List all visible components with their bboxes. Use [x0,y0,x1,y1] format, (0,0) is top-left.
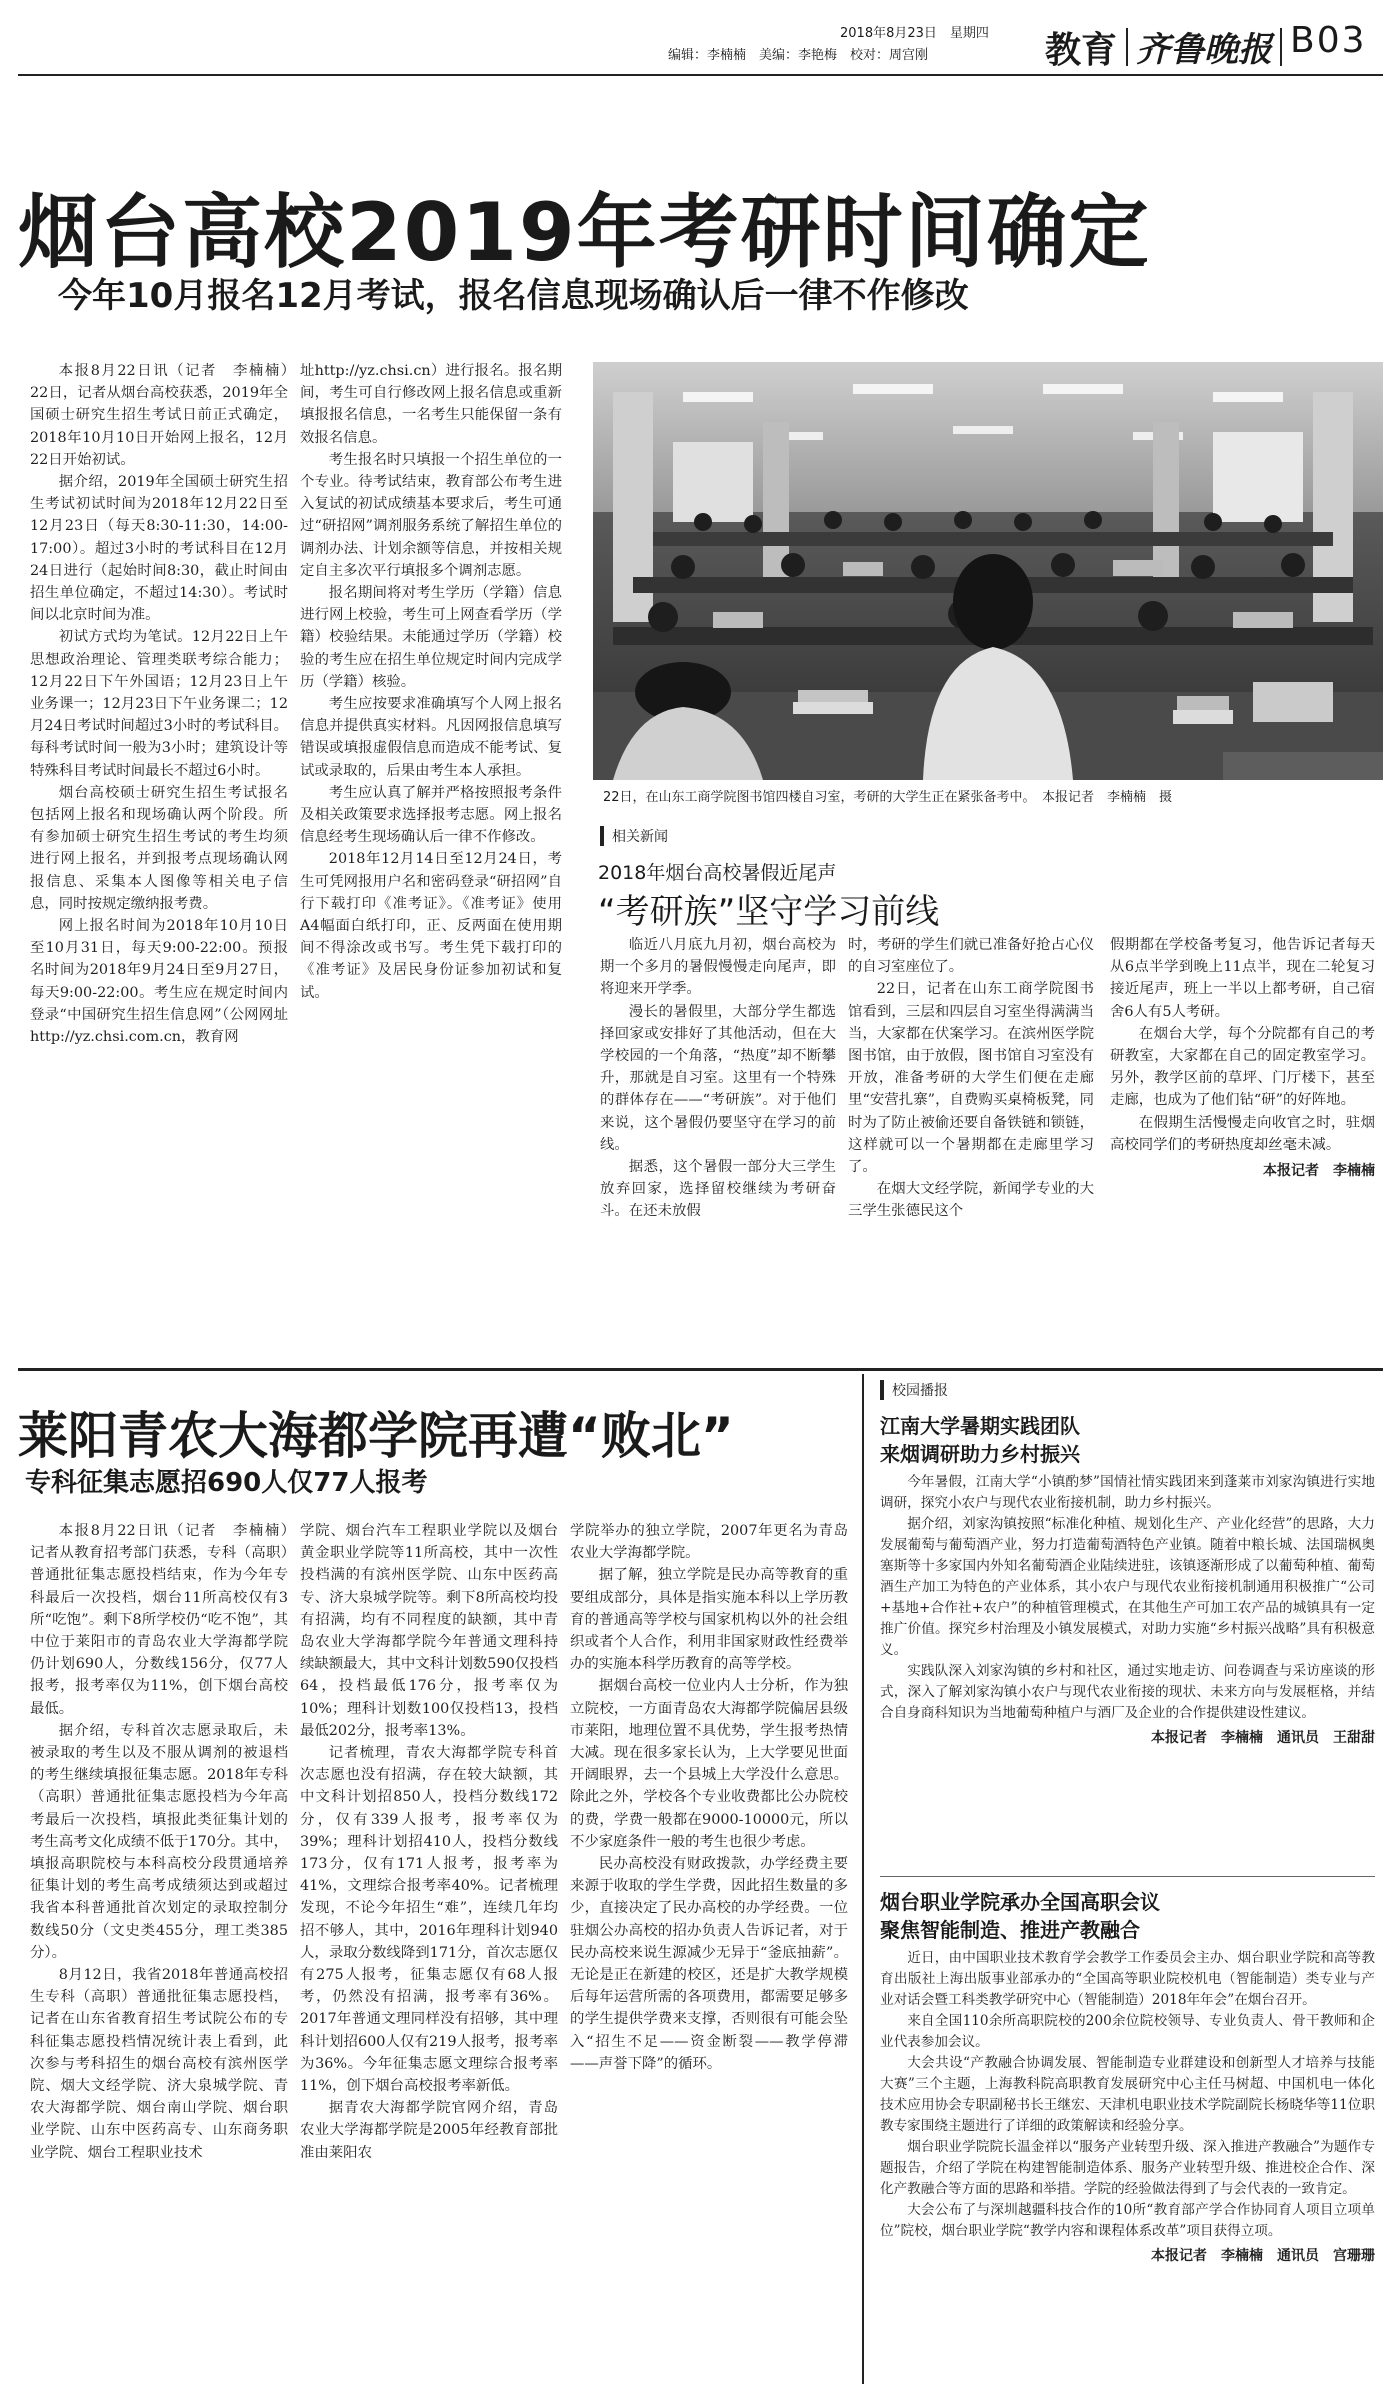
related-news-column-3 [1110,934,1375,1182]
brief-1-byline: 本报记者 李楠楠 通讯员 王甜甜 [1151,1730,1375,1746]
study-room-illustration [593,362,1383,780]
photo-study-room [593,362,1383,780]
brief-2-byline: 本报记者 李楠楠 通讯员 宫珊珊 [1151,2248,1375,2264]
related-news-tag: 相关新闻 [600,826,668,846]
brief-1-body [880,1472,1375,1749]
header-date: 2018年8月23日 星期四 [840,26,989,41]
column-divider [862,1374,864,2384]
paragraph: 据介绍，2019年全国硕士研究生招生考试初试时间为2018年12月22日至12月23日（每天8:30-11:30，14:00-17:00）。超过3小时的考试科目在12月24日进行（起始时间8:30，截止时间由招生单位确定，不超过14:30）。考试时间以北京时间为准。 [30,474,288,624]
second-article-column-2 [300,1520,558,2164]
paragraph: 报名期间将对考生学历（学籍）信息进行网上校验，考生可上网查看学历（学籍）校验结果。未能通过学历（学籍）校验的考生应在招生单位规定时间内完成学历（学籍）核验。 [300,585,562,690]
paragraph: 据介绍，刘家沟镇按照“标准化种植、规划化生产、产业化经营”的思路，大力发展葡萄与葡萄酒产业，努力打造葡萄酒特色产业镇。随着中粮长城、法国瑞枫奥塞斯等十多家国内外知名葡萄酒企业陆续进驻，该镇逐渐形成了以葡萄种植、葡萄酒生产加工为特色的产业体系，其小农户与现代农业衔接机制通用积极推广“公司+基地+合作社+农户”的种植管理模式，在其他生产可加工农产品的城镇具有一定推广价值。探究乡村治理及小镇发展模式，对助力实施“乡村振兴战略”具有积极意义。 [880,1516,1375,1658]
paragraph: 据了解，独立学院是民办高等教育的重要组成部分，具体是指实施本科以上学历教育的普通高等学校与国家机构以外的社会组织或者个人合作，利用非国家财政性经费举办的实施本科学历教育的高等学校。 [570,1567,848,1673]
paragraph: 网上报名时间为2018年10月10日至10月31日，每天9:00-22:00。预报名时间为2018年9月24日至9月27日，每天9:00-22:00。考生应在规定时间内登录“中国研究生招生信息网”（公网网址http://yz.chsi.com.cn，教育网 [30,918,288,1046]
paragraph: 本报8月22日讯（记者 李楠楠） 记者从教育招考部门获悉，专科（高职）普通批征集志愿投档结束，作为今年专科最后一次投档，烟台11所高校仅有3所“吃饱”。剩下8所学校仍“吃不饱”，其中位于莱阳市的青岛农业大学海都学院仍计划690人，分数线156分，仅77人报考，报考率仅为11%，创下烟台高校最低。 [30,1523,303,1717]
paragraph: 实践队深入刘家沟镇的乡村和社区，通过实地走访、问卷调查与采访座谈的形式，深入了解刘家沟镇小农户与现代农业衔接的现状、未来方向与发展框格，并结合自身商科知识为当地葡萄种植户与酒厂及企业的合作提供建设性建议。 [880,1663,1375,1721]
paragraph: 学院、烟台汽车工程职业学院以及烟台黄金职业学院等11所高校，其中一次性投档满的有滨州医学院、山东中医药高专、济大泉城学院等。剩下8所高校均投有招满，均有不同程度的缺额，其中青岛农业大学海都学院今年普通文理科持续缺额最大，其中文科计划数590仅投档64，投档最低176分，报考率仅为10%；理科计划数100仅投档13，投档最低202分，报考率13%。 [300,1523,558,1739]
paragraph: 临近八月底九月初，烟台高校为期一个多月的暑假慢慢走向尾声，即将迎来开学季。 [600,937,836,998]
paragraph: 2018年12月14日至12月24日，考生可凭网报用户名和密码登录“研招网”自行下载打印《准考证》。《准考证》使用A4幅面白纸打印，正、反两面在使用期间不得涂改或书写。考生凭下载打印的《准考证》及居民身份证参加初试和复试。 [300,851,562,1001]
related-news-headline: “考研族”坚守学习前线 [598,892,940,932]
header-divider [1280,28,1282,66]
newspaper-logo: 齐鲁晚报 [1136,30,1272,70]
header-rule [18,74,1383,76]
paragraph: 本报8月22日讯（记者 李楠楠） 22日，记者从烟台高校获悉，2019年全国硕士研究生招生考试日前正式确定，2018年10月10日开始网上报名，12月22日开始初试。 [30,363,303,468]
brief-2-title-line-2: 聚焦智能制造、推进产教融合 [880,1918,1140,1942]
paragraph: 来自全国110余所高职院校的200余位院校领导、专业负责人、骨干教师和企业代表参加会议。 [880,2013,1375,2050]
related-news-byline: 本报记者 李楠楠 [1263,1163,1375,1180]
paragraph: 考生应按要求准确填写个人网上报名信息并提供真实材料。凡因网报信息填写错误或填报虚假信息而造成不能考试、复试或录取的，后果由考生本人承担。 [300,696,562,779]
brief-1-title-line-2: 来烟调研助力乡村振兴 [880,1442,1080,1466]
page-number: B03 [1290,20,1367,61]
paragraph: 烟台高校硕士研究生招生考试报名包括网上报名和现场确认两个阶段。所有参加硕士研究生招生考试的考生均须进行网上报名，并到报考点现场确认网报信息、采集本人图像等相关电子信息，同时按规定缴纳报考费。 [30,784,288,912]
paragraph: 考生报名时只填报一个招生单位的一个专业。待考试结束，教育部公布考生进入复试的初试成绩基本要求后，考生可通过“研招网”调剂服务系统了解招生单位的调剂办法、计划余额等信息，并按相关规定自主多次平行填报多个调剂志愿。 [300,451,562,579]
paragraph: 址http://yz.chsi.cn）进行报名。报名期间，考生可自行修改网上报名信息或重新填报报名信息，一名考生只能保留一条有效报名信息。 [300,363,562,446]
paragraph: 记者梳理，青农大海都学院专科首次志愿也没有招满，存在较大缺额，其中文科计划招850人，投档分数线172分，仅有339人报考，报考率仅为39%；理科计划招410人，投档分数线173分，仅有171人报考，报考率为41%，文理综合报考率40%。记者梳理发现，不论今年招生“难”，连续几年均招不够人，其中，2016年理科计划940人，录取分数线降到171分，首次志愿仅有275人报考，征集志愿仅有68人报考，仍然没有招满，报考率有36%。2017年普通文理同样没有招够，其中理科计划招600人仅有219人报考，报考率为36%。今年征集志愿文理综合报考率11%，创下烟台高校报考率新低。 [300,1745,558,2095]
paragraph: 据介绍，专科首次志愿录取后，未被录取的考生以及不服从调剂的被退档的考生继续填报征集志愿。2018年专科（高职）普通批征集志愿投档为今年高考最后一次投档，填报此类征集计划的考生高考文化成绩不低于170分。其中，填报高职院校与本科高校分段贯通培养征集计划的考生高考成绩须达到或超过我省本科普通批首次划定的录取控制分数线50分（文史类455分，理工类385分）。 [30,1722,288,1961]
paragraph: 时，考研的学生们就已准备好抢占心仪的自习室座位了。 [848,937,1094,976]
section-name: 教育 [1045,30,1118,71]
paragraph: 22日，记者在山东工商学院图书馆看到，三层和四层自习室坐得满满当当，大家都在伏案学习。在滨州医学院图书馆，由于放假，图书馆自习室没有开放，准备考研的大学生们便在走廊里“安营扎寨”，自费购买桌椅板凳，同时为了防止被偷还要自备铁链和锁链，这样就可以一个暑期都在走廊里学习了。 [848,981,1094,1176]
paragraph: 近日，由中国职业技术教育学会教学工作委员会主办、烟台职业学院和高等教育出版社上海出版事业部承办的“全国高等职业院校机电（智能制造）类专业与产业对话会暨工科类教学研究中心（智能制造）2018年年会”在烟台召开。 [880,1950,1375,2008]
brief-1-title-line-1: 江南大学暑期实践团队 [880,1414,1080,1438]
header-divider [1126,28,1128,66]
lead-subheadline: 今年10月报名12月考试，报名信息现场确认后一律不作修改 [58,276,969,316]
related-news-column-2 [848,934,1094,1223]
paragraph: 在烟台大学，每个分院都有自己的考研教室，大家都在自己的固定教室学习。另外，教学区前的草坪、门厅楼下，甚至走廊，也成为了他们钻“研”的好阵地。 [1110,1025,1375,1109]
paragraph: 在假期生活慢慢走向收官之时，驻烟高校同学们的考研热度却丝毫未减。 [1110,1114,1375,1153]
paragraph: 据烟台高校一位业内人士分析，作为独立院校，一方面青岛农大海都学院偏居县级市莱阳，地理位置不具优势，学生报考热情大减。现在很多家长认为，上大学要见世面开阔眼界，去一个县城上大学没什么意思。除此之外，学校各个专业收费都比公办院校的费，学费一般都在9000-10000元，所以不少家庭条件一般的考生也很少考虑。 [570,1678,848,1850]
paragraph: 民办高校没有财政拨款，办学经费主要来源于收取的学生学费，因此招生数量的多少，直接决定了民办高校的办学经费。一位驻烟公办高校的招办负责人告诉记者，对于民办高校来说生源减少无异于“釜底抽薪”。无论是正在新建的校区，还是扩大教学规模后每年运营所需的各项费用，都需要足够多的学生提供学费来支撑，否则很有可能会坠入“招生不足——资金断裂——教学停滞——声誉下降”的循环。 [570,1856,848,2072]
header-editors: 编辑：李楠楠 美编：李艳梅 校对：周宫刚 [668,48,929,63]
paragraph: 漫长的暑假里，大部分学生都选择回家或安排好了其他活动，但在大学校园的一个角落，“热度”却不断攀升，那就是自习室。这里有一个特殊的群体存在——“考研族”。对于他们来说，这个暑假仍要坚守在学习的前线。 [600,1003,836,1153]
paragraph: 大会公布了与深圳越疆科技合作的10所“教育部产学合作协同育人项目立项单位”院校，烟台职业学院“教学内容和课程体系改革”项目获得立项。 [880,2202,1375,2239]
related-news-kicker: 2018年烟台高校暑假近尾声 [598,862,837,884]
paragraph: 烟台职业学院院长温金祥以“服务产业转型升级、深入推进产教融合”为题作专题报告，介绍了学院在构建智能制造体系、服务产业转型升级、推进校企合作、深化产教融合等方面的思路和举措。学院的经验做法得到了与会代表的一致肯定。 [880,2139,1375,2197]
second-article-column-1 [30,1520,303,2164]
brief-2-body [880,1948,1375,2267]
campus-brief-tag: 校园播报 [880,1380,948,1400]
second-article-column-3 [570,1520,848,2075]
paragraph: 今年暑假，江南大学“小镇酌梦”国情社情实践团来到蓬莱市刘家沟镇进行实地调研，探究小农户与现代农业衔接机制，助力乡村振兴。 [880,1474,1375,1511]
related-news-column-1 [600,934,836,1223]
second-headline: 莱阳青农大海都学院再遭“败北” [18,1407,734,1465]
photo-caption: 22日，在山东工商学院图书馆四楼自习室，考研的大学生正在紧张备考中。 本报记者 李楠楠 摄 [603,790,1173,805]
paragraph: 据悉，这个暑假一部分大三学生放弃回家，选择留校继续为考研奋斗。在还未放假 [600,1159,836,1220]
paragraph: 假期都在学校备考复习，他告诉记者每天从6点半学到晚上11点半，现在二轮复习接近尾声，班上一半以上都考研，自己宿舍6人有5人考研。 [1110,937,1375,1020]
brief-2-title-line-1: 烟台职业学院承办全国高职会议 [880,1890,1160,1914]
paragraph: 据青农大海都学院官网介绍，青岛农业大学海都学院是2005年经教育部批准由莱阳农 [300,2100,558,2161]
section-divider [18,1368,1383,1371]
paragraph: 大会共设“产教融合协调发展、智能制造专业群建设和创新型人才培养与技能大赛”三个主题，上海教科院高职教育发展研究中心主任马树超、中国机电一体化技术应用协会专职副秘书长王继宏、天津机电职业技术学院副院长杨晓华等11位职教专家围绕主题进行了详细的政策解读和经验分享。 [880,2055,1375,2134]
lead-article-column-2 [300,360,562,1004]
paragraph: 学院举办的独立学院，2007年更名为青岛农业大学海都学院。 [570,1523,848,1562]
lead-article-column-1 [30,360,303,1048]
paragraph: 考生应认真了解并严格按照报考条件及相关政策要求选择报考志愿。网上报名信息经考生现场确认后一律不作修改。 [300,784,562,846]
paragraph: 在烟大文经学院，新闻学专业的大三学生张德民这个 [848,1181,1094,1220]
brief-separator [880,1876,1375,1877]
second-subheadline: 专科征集志愿招690人仅77人报考 [25,1468,428,1498]
paragraph: 初试方式均为笔试。12月22日上午思想政治理论、管理类联考综合能力；12月22日下午外国语；12月23日上午业务课一；12月23日下午业务课二；12月24日考试时间超过3小时的考试科目。每科考试时间一般为3小时；建筑设计等特殊科目考试时间最长不超过6小时。 [30,629,288,779]
lead-headline: 烟台高校2019年考研时间确定 [18,186,1151,279]
paragraph: 8月12日，我省2018年普通高校招生专科（高职）普通批征集志愿投档，记者在山东省教育招生考试院公布的专科征集志愿投档情况统计表上看到，此次参与考科招生的烟台高校有滨州医学院、烟大文经学院、济大泉城学院、青农大海都学院、烟台南山学院、烟台职业学院、山东中医药高专、山东商务职业学院、烟台工程职业技术 [30,1967,288,2161]
